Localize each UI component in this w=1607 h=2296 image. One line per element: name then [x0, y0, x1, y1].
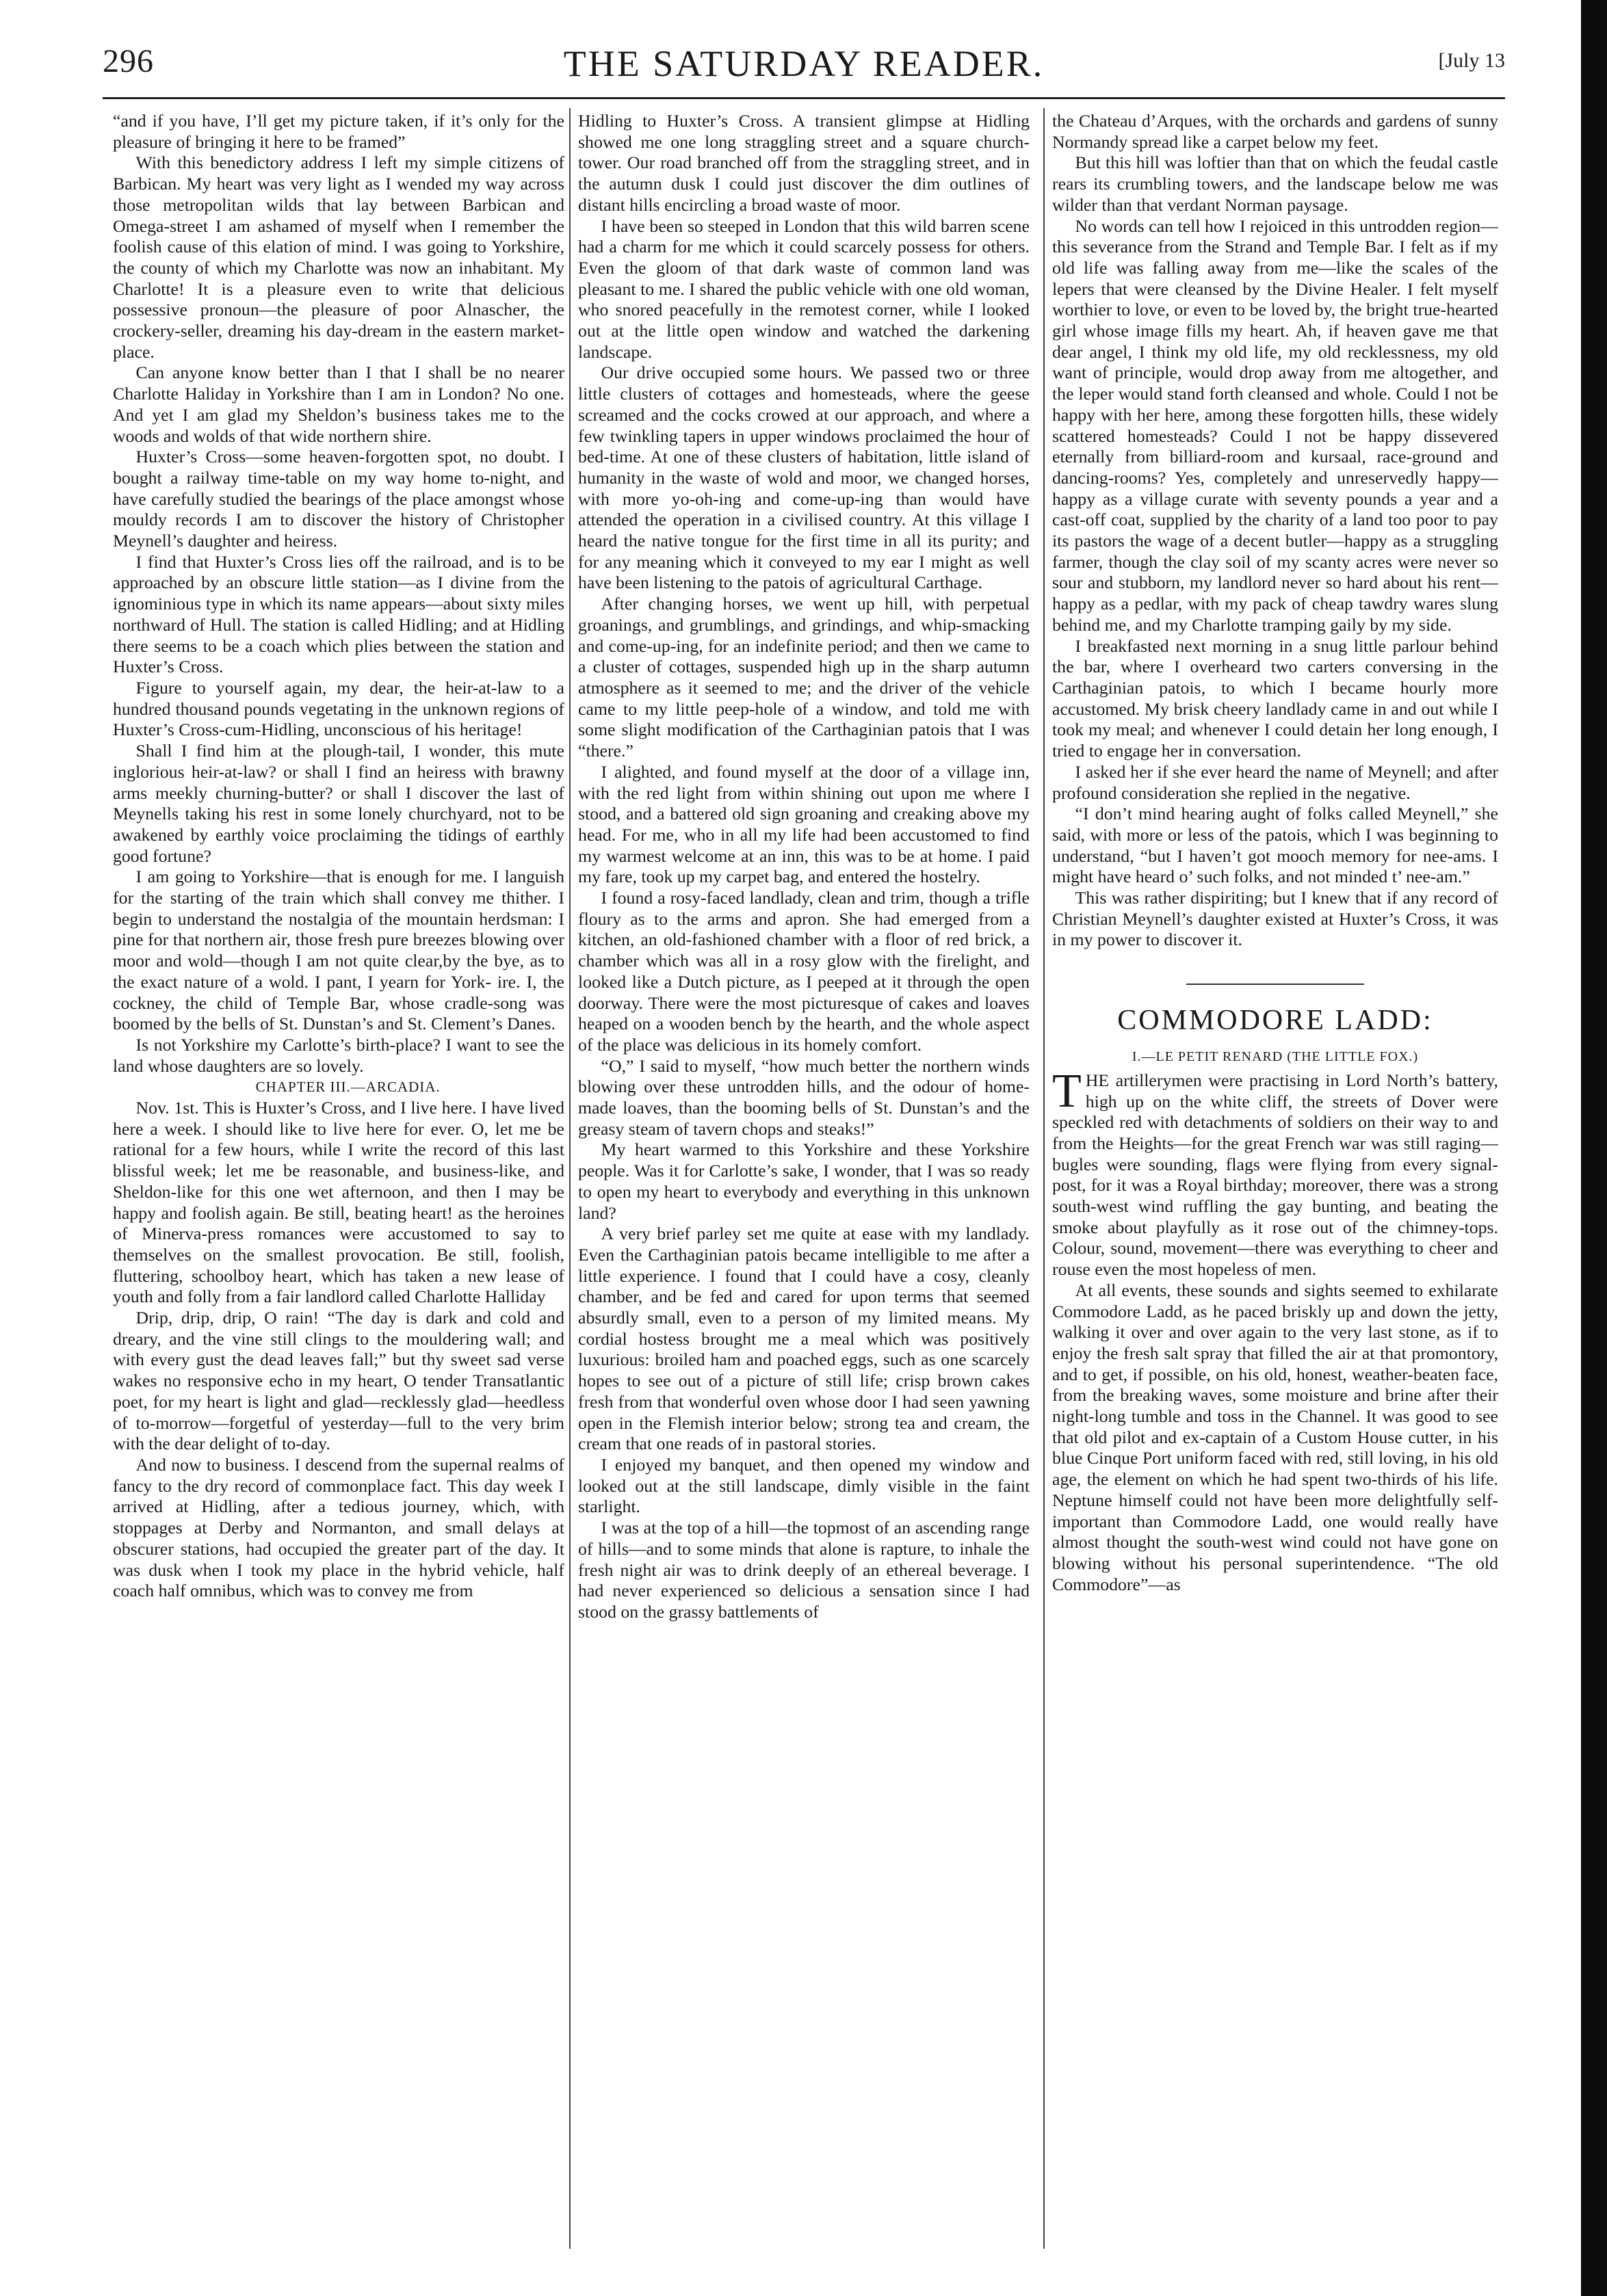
- paragraph: “O,” I said to myself, “how much better the northern winds blowing over these untrodden hills, and the odour of home-made loaves, than the booming bells of St. Dunstan’s and the greasy steam of tavern chops and steaks!”: [578, 1055, 1030, 1139]
- paragraph: I was at the top of a hill—the topmost of an ascending range of hills—and to some minds that alone is rapture, to inhale the fresh night air was to drink deeply of an ethereal beverage. I had never experienced so delicious a sensation since I had stood on the grassy battlements of: [578, 1518, 1030, 1622]
- section-title: COMMODORE LADD:: [1117, 1005, 1433, 1037]
- paragraph: “and if you have, I’ll get my picture taken, if it’s only for the pleasure of bringing it here to be framed”: [113, 111, 564, 152]
- paragraph: I asked her if she ever heard the name of Meynell; and after profound consideration she replied in the negative.: [1052, 761, 1498, 803]
- paragraph: Our drive occupied some hours. We passed two or three little clusters of cottages and homesteads, where the geese screamed and the cocks crowed at our approach, and where a few twinkling tapers in upper windows proclaimed the hour of bed-time. At one of these clusters of habitation, little island of humanity in the waste of wold and moor, we changed horses, with more yo-oh-ing and come-up-ing than would have attended the operation in a civilised country. At this village I heard the native tongue for the first time in all its purity; and for any meaning which it conveyed to my ear I might as well have been listening to the patois of agricultural Carthage.: [578, 362, 1030, 593]
- paragraph: “I don’t mind hearing aught of folks called Meynell,” she said, with more or less of the patois, which I was beginning to understand, “but I haven’t got mooch memory for nee-ams. I might have heard o’ such folks, and not minded t’ nee-am.”: [1052, 804, 1498, 887]
- paragraph: Can anyone know better than I that I shall be no nearer Charlotte Haliday in Yorkshire than I am in London? No one. And yet I am glad my Sheldon’s business takes me to the woods and wolds of that wide northern shire.: [113, 362, 564, 446]
- paragraph: I am going to Yorkshire—that is enough for me. I languish for the starting of the train which shall convey me thither. I begin to understand the nostalgia of the mountain herdsman: I pine for that northern air, those fresh pure breezes blowing over moor and wold—though I am not quite clear,by the bye, as to the exact nature of a wold. I pant, I yearn for York- ire. I, the cockney, the child of Temple Bar, whose cradle-song was boomed by the bells of St. Dunstan’s and St. Clement’s Danes.: [113, 867, 564, 1034]
- paragraph: Is not Yorkshire my Carlotte’s birth-place? I want to see the land whose daughters are so lovely.: [113, 1034, 564, 1076]
- paragraph: Shall I find him at the plough-tail, I wonder, this mute inglorious heir-at-law? or shall I find an heiress with brawny arms meekly churning-butter? or shall I discover the last of Meynells taking his rest in some lonely churchyard, not to be awakened by earthly voice proclaiming the tidings of earthly good fortune?: [113, 741, 564, 866]
- page-number: 296: [103, 43, 154, 79]
- paragraph: My heart warmed to this Yorkshire and these Yorkshire people. Was it for Carlotte’s sake, I wonder, that I was so ready to open my heart to everybody and everything in this unknown land?: [578, 1139, 1030, 1223]
- paragraph: I enjoyed my banquet, and then opened my window and looked out at the still landscape, dimly visible in the faint starlight.: [578, 1455, 1030, 1517]
- paragraph: I have been so steeped in London that this wild barren scene had a charm for me which it could scarcely possess for others. Even the gloom of that dark waste of common land was pleasant to me. I shared the public vehicle with one old woman, who snored peacefully in the remotest corner, while I looked out at the little open window and watched the darkening landscape.: [578, 215, 1030, 362]
- drop-cap: T: [1052, 1064, 1082, 1118]
- paragraph: Huxter’s Cross—some heaven-forgotten spot, no doubt. I bought a railway time-table on my way home to-night, and have carefully studied the bearings of the place amongst whose mouldy records I am to discover the history of Christopher Meynell’s daughter and heiress.: [113, 447, 564, 551]
- paragraph: And now to business. I descend from the supernal realms of fancy to the dry record of commonplace fact. This day week I arrived at Hidling, after a tedious journey, which, with stoppages at Derby and Normanton, and small delays at obscurer stations, had occupied the greater part of the day. It was dusk when I took my place in the hybrid vehicle, half coach half omnibus, which was to convey me from: [113, 1455, 564, 1601]
- column-divider: [1043, 108, 1045, 2249]
- paragraph: Hidling to Huxter’s Cross. A transient glimpse at Hidling showed me one long straggling street and a square church-tower. Our road branched off from the straggling street, and in the autumn dusk I could just discover the dim outlines of distant hills encircling a broad waste of moor.: [578, 111, 1030, 215]
- column-2: [578, 111, 1030, 2252]
- section-separator: [1186, 984, 1365, 985]
- paragraph: With this benedictory address I left my simple citizens of Barbican. My heart was very light as I wended my way across those metropolitan wilds that lay between Barbican and Omega-street I am ashamed of myself when I remember the foolish cause of this elation of mind. I was going to Yorkshire, the county of which my Charlotte was now an inhabitant. My Charlotte! It is a pleasure even to write that delicious possessive pronoun—the pleasure of poor Alnascher, the crockery-seller, dreaming his day-dream in the eastern market-place.: [113, 153, 564, 362]
- paragraph: [1052, 1064, 1498, 1280]
- paragraph: I alighted, and found myself at the door of a village inn, with the red light from within shining out upon me where I stood, and a battered old sign groaning and creaking above my head. For me, who in all my life had been accustomed to find my warmest welcome at an inn, this was to be at home. I paid my fare, took up my carpet bag, and entered the hostelry.: [578, 761, 1030, 887]
- paragraph: I found a rosy-faced landlady, clean and trim, though a trifle floury as to the arms and apron. She had emerged from a kitchen, an old-fashioned chamber with a floor of red brick, a chamber which was all in a rosy glow with the firelight, and looked like a Dutch picture, as I peeped at it through the open doorway. There were the most picturesque of cakes and loaves heaped on a wooden bench by the hearth, and the whole aspect of the place was delicious in its homely comfort.: [578, 888, 1030, 1055]
- column-1: [113, 111, 564, 2252]
- paragraph: A very brief parley set me quite at ease with my landlady. Even the Carthaginian patois became intelligible to me after a little experience. I found that I could have a cosy, cleanly chamber, and be fed and cared for upon terms that seemed absurdly small, even to a person of my limited means. My cordial hostess brought me a meal which was positively luxurious: broiled ham and poached eggs, such as one scarcely hopes to see out of a picture of still life; crisp brown cakes fresh from that wonderful oven whose door I had seen yawning open in the Flemish interior below; strong tea and cream, the cream that one reads of in pastoral stories.: [578, 1224, 1030, 1454]
- column-divider: [569, 108, 571, 2249]
- paragraph: the Chateau d’Arques, with the orchards and gardens of sunny Normandy spread like a carpet below my feet.: [1052, 111, 1498, 152]
- paragraph: I find that Huxter’s Cross lies off the railroad, and is to be approached by an obscure little station—as I divine from the ignominious type in which its name appears—about sixty miles northward of Hull. The station is called Hidling; and at Hidling there seems to be a coach which plies between the station and Huxter’s Cross.: [113, 551, 564, 677]
- paragraph: Nov. 1st. This is Huxter’s Cross, and I live here. I have lived here a week. I should like to live here for ever. O, let me be rational for a few hours, while I write the record of this last blissful week; let me be reasonable, and business-like, and Sheldon-like for this one wet afternoon, and then I may be happy and foolish again. Be still, beating heart! as the heroines of Minerva-press romances were accustomed to say to themselves on the smallest provocation. Be still, foolish, fluttering, schoolboy heart, which has taken a new lease of youth and folly from a fair landlord called Charlotte Halliday: [113, 1098, 564, 1307]
- paragraph: Drip, drip, drip, O rain! “The day is dark and cold and dreary, and the vine still clings to the mouldering wall; and with every gust the dead leaves fall;” but thy sweet sad verse wakes no responsive echo in my heart, O tender Transatlantic poet, for my heart is light and glad—recklessly glad—heedless of to-morrow—forgetful of yesterday—full to the very brim with the dear delight of to-day.: [113, 1308, 564, 1454]
- paragraph: Figure to yourself again, my dear, the heir-at-law to a hundred thousand pounds vegetating in the unknown regions of Huxter’s Cross-cum-Hidling, unconscious of his heritage!: [113, 677, 564, 740]
- binding-edge: [1581, 0, 1607, 2296]
- paragraph: But this hill was loftier than that on which the feudal castle rears its crumbling towers, and the landscape below me was wilder than that verdant Norman paysage.: [1052, 153, 1498, 215]
- chapter-heading: CHAPTER III.—ARCADIA.: [255, 1079, 441, 1096]
- paragraph-text: HE artillerymen were practising in Lord North’s battery, high up on the white cliff, the streets of Dover were speckled red with detachments of soldiers on their way to and from the Heights—for the great French war was still raging—bugles were sounding, flags were flying from every signal-post, for it was a Royal birthday; moreover, there was a strong south-west wind ruffling the gay bunting, and beating the smoke about playfully as it rose out of the chimney-tops. Colour, sound, movement—there was everything to cheer and rouse even the most hopeless of men.: [1052, 1070, 1498, 1280]
- header-rule: [103, 97, 1505, 99]
- paragraph: After changing horses, we went up hill, with perpetual groanings, and grumblings, and grindings, and whip-smacking and come-up-ing, for an indefinite period; and then we came to a cluster of cottages, suspended high up in the sharp autumn atmosphere as it seemed to me; and the driver of the vehicle came to my little peep-hole of a window, and told me with some slight modification of the Carthaginian patois that I was “there.”: [578, 594, 1030, 761]
- section-subtitle: I.—LE PETIT RENARD (THE LITTLE FOX.): [1132, 1049, 1419, 1065]
- paragraph: No words can tell how I rejoiced in this untrodden region—this severance from the Strand and Temple Bar. I felt as if my old life was falling away from me—like the scales of the lepers that were cleansed by the Divine Healer. I felt myself worthier to love, or even to be loved by, the bright true-hearted girl whose image fills my heart. Ah, if heaven gave me that dear angel, I think my old life, my old recklessness, my old want of principle, would drop away from me altogether, and the leper would stand forth cleansed and whole. Could I not be happy with her here, among these forgotten hills, these widely scattered homesteads? Could I not be happy dissevered eternally from billiard-room and kursaal, race-ground and dancing-rooms? Yes, completely and unreservedly happy—happy as a village curate with seventy pounds a year and a cast-off coat, supplied by the charity of a land too poor to pay its pastors the wage of a decent butler—happy as a struggling farmer, though the clay soil of my scanty acres were never so sour and stubborn, my landlord never so hard about his rent—happy as a pedlar, with my pack of cheap tawdry wares slung behind me, and my Charlotte tramping gaily by my side.: [1052, 215, 1498, 635]
- issue-date: [July 13: [1438, 49, 1505, 72]
- paragraph: I breakfasted next morning in a snug little parlour behind the bar, where I overheard two carters conversing in the Carthaginian patois, to which I became hourly more accustomed. My brisk cheery landlady came in and out while I took my meal; and whenever I could detain her long enough, I tried to engage her in conversation.: [1052, 635, 1498, 761]
- paragraph: This was rather dispiriting; but I knew that if any record of Christian Meynell’s daughter existed at Huxter’s Cross, it was in my power to discover it.: [1052, 888, 1498, 950]
- page-header: [103, 42, 1505, 90]
- paragraph: At all events, these sounds and sights seemed to exhilarate Commodore Ladd, as he paced briskly up and down the jetty, walking it over and over again to the very last stone, as if to enjoy the fresh salt spray that filled the air at that promontory, and to get, if possible, on his old, honest, weather-beaten face, from the breaking waves, some moisture and brine after their night-long tumble and toss in the Channel. It was good to see that old pilot and ex-captain of a Custom House cutter, in his blue Cinque Port uniform faced with red, still loving, in his old age, the element on which he had spent two-thirds of his life. Neptune himself could not have been more delightfully self-important than Commodore Ladd, one would really have almost thought the south-west wind could not have gone on blowing without his personal superintendence. “The old Commodore”—as: [1052, 1280, 1498, 1594]
- column-3: [1052, 111, 1498, 2252]
- masthead-title: THE SATURDAY READER.: [563, 43, 1045, 84]
